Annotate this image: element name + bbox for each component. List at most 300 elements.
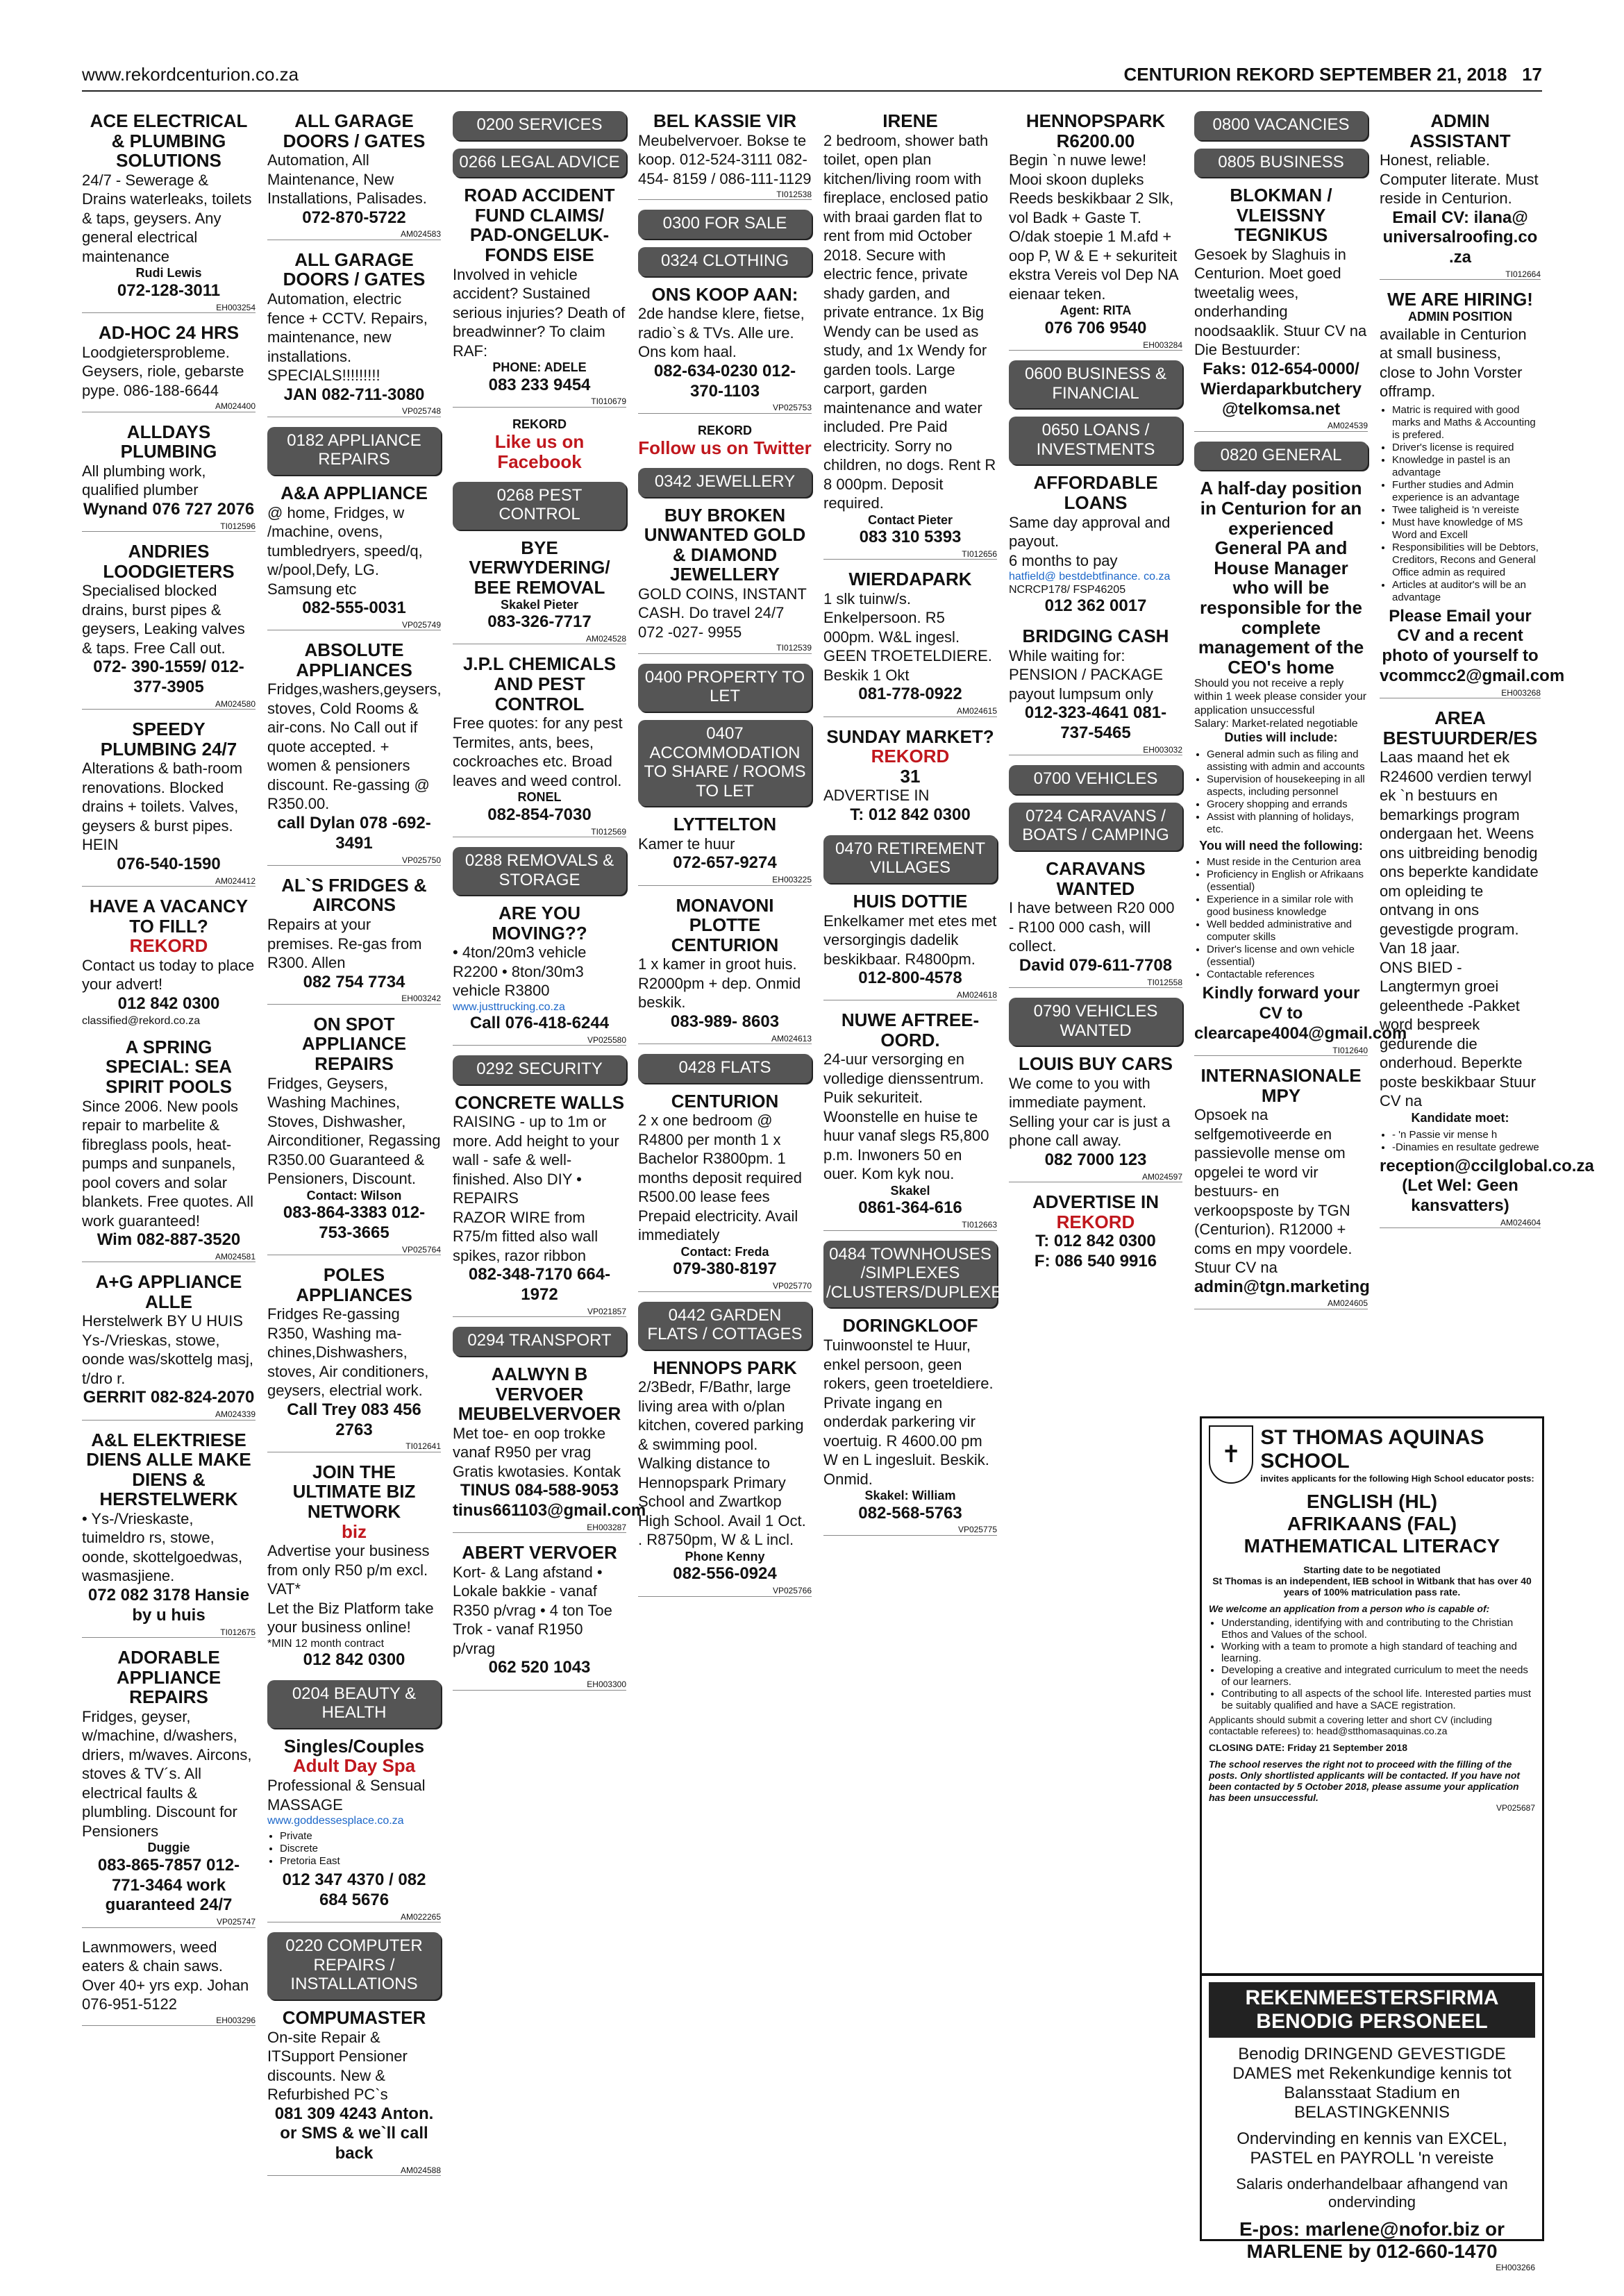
- ad-extra: ONS BIED -Langtermyn groei geleenthede -Pakket word bespreek gedurende die onderhoud. Beperkte poste beskikbaar Stuur CV na: [1380, 958, 1537, 1110]
- ad-title: AREA BESTUURDER/ES: [1382, 707, 1538, 748]
- school-crest-icon: ✝: [1209, 1425, 1253, 1484]
- classified-ad: [638, 814, 812, 885]
- column-5: [823, 110, 1014, 1545]
- ad-list-item: • Driver's license is required: [1392, 442, 1541, 454]
- ad-code: AM024597: [1009, 1172, 1182, 1182]
- ad-body: Meubelvervoer. Bokse te koop. 012-524-3111 082-454- 8159 / 086-111-1129: [638, 131, 812, 187]
- column-2: [267, 111, 441, 2186]
- column-7: [1194, 111, 1407, 1319]
- ad-title: A&L ELEKTRIESE DIENS ALLE MAKE DIENS & HERSTELWERK: [86, 1429, 251, 1510]
- classified-ad: [823, 1010, 997, 1230]
- classified-ad: [453, 417, 626, 472]
- section-header: 0790 VEHICLES WANTED: [1009, 998, 1182, 1046]
- ad-title: IRENE: [882, 110, 938, 131]
- ad-title: ADVERTISE IN: [1032, 1191, 1160, 1212]
- ad-title: COMPUMASTER: [282, 2006, 426, 2028]
- classified-ad: [267, 111, 441, 240]
- ad-title: A half-day position in Centurion for an experienced General PA and House Manager who will be responsible for the complete management of the CEO's home: [1198, 478, 1364, 678]
- ad-body: Herstelwerk BY U HUIS Ys-/Vrieskas, stowe, oonde was/skottelg masj, t/dro r.: [82, 1312, 254, 1387]
- ad-phone[interactable]: GERRIT 082-824-2070: [83, 1388, 255, 1407]
- section-header: 0300 FOR SALE: [638, 210, 812, 239]
- ad-title: HENNOPSPARK R6200.00: [1026, 110, 1166, 151]
- ad-code: EH003268: [1380, 688, 1541, 698]
- classified-ad: [1194, 478, 1407, 1056]
- section-header: 0724 CARAVANS / BOATS / CAMPING: [1009, 803, 1182, 850]
- ad-body: Begin `n nuwe lewe! Mooi skoon dupleks Reeds beskikbaar 2 Slk, vol Badk + Gaste T. O/dak stoepie 1 M.afd + oop P, W & E + sekuriteit ekstra Vereis vol Dep NA eienaar teken.: [1009, 151, 1178, 303]
- ad-brand: REKORD: [129, 935, 208, 957]
- ad-phone[interactable]: 012 347 4370 / 082 684 5676: [282, 1870, 426, 1910]
- classified-ad: [267, 2008, 441, 2176]
- ad-body: 24-uur versorging en volledige dienssentrum. Puik sekuriteit. Woonstelle en huise te huur vanaf slegs R5,800 p.m. Inwoners 50 en ouer. Kom kyk nou.: [823, 1050, 989, 1183]
- ad-list-item: • Knowledge in pastel is an advantage: [1392, 454, 1541, 479]
- ad-contact: Duggie: [147, 1841, 190, 1855]
- firm-title: REKENMEESTERSFIRMA BENODIG PERSONEEL: [1209, 1982, 1535, 2038]
- classified-ad: [1009, 111, 1182, 351]
- classified-ad: [82, 1648, 256, 1928]
- section-header: 0600 BUSINESS & FINANCIAL: [1009, 360, 1182, 408]
- firm-line2: Ondervinding en kennis van EXCEL, PASTEL en PAYROLL 'n vereiste: [1237, 2129, 1507, 2168]
- ad-title: BEL KASSIE VIR: [653, 110, 797, 131]
- ad-title: JOIN THE ULTIMATE BIZ NETWORK: [292, 1461, 416, 1522]
- ad-body: 1 slk tuinw/s. Enkelpersoon. R5 000pm. W&L ingesl. GEEN TROETELDIERE. Beskik 1 Okt: [823, 589, 992, 684]
- school-list-item: • Understanding, identifying with and contributing to the Christian Ethos and Values of the school.: [1221, 1617, 1535, 1641]
- classified-ad: [638, 285, 812, 414]
- ad-code: AM024412: [82, 876, 256, 887]
- ad-title: HAVE A VACANCY TO FILL?: [89, 895, 249, 937]
- ad-code: TI012675: [82, 1627, 256, 1638]
- school-post: ENGLISH (HL): [1306, 1491, 1438, 1512]
- ad-phone[interactable]: 012 842 0300: [303, 1650, 405, 1669]
- ad-phone[interactable]: call Dylan 078 -692-3491: [277, 813, 431, 853]
- classified-ad: [267, 483, 441, 630]
- ad-body: Met toe- en oop trokke vanaf R950 per vrag Gratis kwotasies. Kontak: [453, 1424, 621, 1480]
- ad-phone[interactable]: 083-865-7857 012-771-3464 work guaranteed 24/7: [97, 1855, 240, 1915]
- ad-title: SUNDAY MARKET?: [826, 726, 994, 747]
- school-apply: Applicants should submit a covering letter and short CV (including contactable referees) to: head@stthomasaquinas.co.za: [1209, 1714, 1492, 1736]
- ad-code: VP021857: [453, 1307, 626, 1317]
- ad-list-item: • Contactable references: [1207, 969, 1368, 981]
- ad-body: Fridges, geyser, w/machine, d/washers, driers, m/waves. Aircons, stoves & TV´s. All electrical faults & plumbling. Discount for Pensioners: [82, 1707, 252, 1840]
- school-reserve: The school reserves the right not to proceed with the filling of the posts. Only shortlisted applicants will be contacted. If you have not been contacted by 5 October 2018, please assume your application has been unsuccessful.: [1209, 1759, 1521, 1803]
- ad-body: Gesoek by Slaghuis in Centurion. Moet goed tweetalig wees, onderhanding noodsaaklik. Stuur CV na Die Bestuurder:: [1194, 245, 1367, 359]
- ad-phone[interactable]: 082-854-7030: [487, 805, 592, 824]
- ad-code: TI012641: [267, 1441, 441, 1452]
- ad-phone[interactable]: 072 082 3178 Hansie by u huis: [87, 1585, 250, 1625]
- classified-ad: [823, 727, 997, 826]
- section-header: 0820 GENERAL: [1194, 442, 1368, 471]
- ad-body: @ home, Fridges, w /machine, ovens, tumbledryers, speed/q, w/pool,Defy, LG. Samsung etc: [267, 503, 423, 598]
- school-welcome: We welcome an application from a person who is capable of:: [1209, 1603, 1490, 1614]
- ad-day: 31: [900, 765, 921, 787]
- ad-phone[interactable]: 0861-364-616: [858, 1198, 962, 1218]
- classified-ad: [638, 1091, 812, 1292]
- section-header: 0292 SECURITY: [453, 1055, 626, 1084]
- ad-title: Singles/Couples: [283, 1735, 425, 1757]
- school-advert: [1200, 1416, 1544, 1976]
- section-header: 0220 COMPUTER REPAIRS / INSTALLATIONS: [267, 1932, 441, 2000]
- ad-code: TI012538: [638, 190, 812, 200]
- ad-code: EH003287: [453, 1523, 626, 1533]
- ad-phone[interactable]: Email CV: ilana@ universalroofing.co .za: [1382, 208, 1538, 267]
- ad-list: [267, 1830, 441, 1868]
- section-header: 0800 VACANCIES: [1194, 111, 1368, 140]
- ad-code: AM024528: [453, 634, 626, 644]
- classified-ad: [823, 891, 997, 1000]
- ad-body: We come to you with immediate payment.: [1009, 1074, 1150, 1112]
- ad-list-item: • Grocery shopping and errands: [1207, 798, 1368, 811]
- ad-code: EH003284: [1009, 340, 1182, 351]
- ad-body: Lawnmowers, weed eaters & chain saws. Over 40+ yrs exp. Johan 076-951-5122: [82, 1938, 249, 2013]
- ad-code: VP025766: [638, 1586, 812, 1596]
- ad-code: TI012539: [638, 643, 812, 653]
- ad-phone[interactable]: 083-326-7717: [487, 612, 592, 632]
- ad-body: Kamer te huur: [638, 835, 735, 853]
- ad-body: On-site Repair & ITSupport Pensioner discounts. New & Refurbished PC`s: [267, 2028, 408, 2104]
- ad-title: A+G APPLIANCE ALLE: [95, 1271, 242, 1312]
- section-header: 0266 LEGAL ADVICE: [453, 149, 626, 178]
- section-header: 0805 BUSINESS: [1194, 149, 1368, 178]
- ad-body: • 4ton/20m3 vehicle R2200 • 8ton/30m3 vehicle R3800: [453, 944, 587, 1000]
- firm-line1: Benodig DRINGEND GEVESTIGDE DAMES met Rekenkundige kennis tot Balansstaat Stadium en BELASTINGKENNIS: [1232, 2045, 1512, 2122]
- school-post: AFRIKAANS (FAL): [1287, 1513, 1457, 1534]
- ad-brand: biz: [341, 1520, 367, 1542]
- ad-phone[interactable]: 072-657-9274: [673, 853, 777, 873]
- classified-ad: [638, 1358, 812, 1597]
- ad-code: EH003032: [1009, 745, 1182, 755]
- ad-body: Since 2006. New pools repair to marbelite & fibreglass pools, heat-pumps and sunpanels, pool covers and solar blankets. Free quotes. All work guaranteed!: [82, 1097, 254, 1230]
- ad-code: TI012640: [1194, 1046, 1368, 1056]
- ad-phone[interactable]: Call 076-418-6244: [469, 1014, 610, 1032]
- ad-code: VP025748: [267, 406, 441, 417]
- ad-phone[interactable]: 082-634-0230 012-370-1103: [653, 361, 796, 401]
- ad-contact: Skakel: William: [864, 1489, 956, 1503]
- publication-date: CENTURION REKORD SEPTEMBER 21, 2018 17: [1123, 64, 1542, 85]
- ad-code: EH003254: [82, 303, 256, 313]
- ad-code: TI012663: [823, 1220, 997, 1230]
- ad-title: CENTURION: [671, 1090, 779, 1112]
- ad-contact: Phone Kenny: [685, 1549, 765, 1564]
- ad-title: ABERT VERVOER: [462, 1542, 617, 1564]
- classified-ad: [638, 896, 812, 1044]
- ad-body: 1 x kamer in groot huis. R2000pm + dep. Onmid beskik.: [638, 955, 801, 1012]
- ad-title: BYE VERWYDERING/ BEE REMOVAL: [469, 537, 610, 598]
- classified-ad: [82, 896, 256, 1028]
- ad-code: AM024604: [1380, 1218, 1541, 1228]
- ad-phone[interactable]: 082-555-0031: [302, 598, 406, 618]
- firm-line3: Salaris onderhandelbaar afhangend van ondervinding: [1236, 2175, 1508, 2211]
- column-4: [638, 111, 812, 1607]
- ad-body: I have between R20 000 - R100 000 cash, will collect.: [1009, 899, 1175, 955]
- ad-body: RAISING - up to 1m or more. Add height to your wall - safe & well-finished. Also DIY • REPAIRS: [453, 1113, 619, 1207]
- classified-ad: [82, 719, 256, 887]
- ad-body: Loodgietersprobleme. Geysers, riole, gebarste pype. 086-188-6644: [82, 343, 244, 399]
- ad-extra: Selling your car is just a phone call away.: [1009, 1112, 1171, 1150]
- ad-fax: F: 086 540 9916: [1034, 1251, 1157, 1271]
- ad-title: BUY BROKEN UNWANTED GOLD & DIAMOND JEWELLERY: [644, 504, 806, 585]
- ad-needs-title: Kandidate moet:: [1411, 1110, 1509, 1125]
- ad-phone[interactable]: T: 012 842 0300: [850, 805, 971, 824]
- section-header: 0428 FLATS: [638, 1054, 812, 1083]
- ad-duties-title: Duties will include:: [1224, 730, 1338, 745]
- ad-list-item: • Further studies and Admin experience is an advantage: [1392, 479, 1541, 504]
- ad-subtitle: ADMIN POSITION: [1407, 310, 1512, 324]
- ad-phone[interactable]: Faks: 012-654-0000/ Wierdaparkbutchery @telkomsa.net: [1200, 359, 1362, 419]
- ad-title: MONAVONI PLOTTE CENTURION: [671, 894, 779, 955]
- ad-phone[interactable]: JAN 082-711-3080: [283, 385, 425, 404]
- ad-title: ROAD ACCIDENT FUND CLAIMS/ PAD-ONGELUK-FONDS EISE: [464, 185, 615, 265]
- classified-ad: [1009, 1054, 1182, 1182]
- section-header: 0288 REMOVALS & STORAGE: [453, 847, 626, 895]
- ad-code: TI012569: [453, 827, 626, 837]
- classified-ad: [453, 1543, 626, 1690]
- ad-code: AM024613: [638, 1034, 812, 1044]
- section-header: 0700 VEHICLES: [1009, 765, 1182, 794]
- ad-code: VP025749: [267, 620, 441, 630]
- ad-phone[interactable]: 012 362 0017: [1044, 596, 1147, 616]
- ad-phone[interactable]: 076 706 9540: [1044, 318, 1147, 337]
- ad-title: LYTTELTON: [673, 814, 777, 835]
- classified-ad: [638, 505, 812, 654]
- ad-body: Fridges,washers,geysers, stoves, Cold Rooms & air-cons. No Call out if quote accepted. + women & pensioners discount. Re-gassing @ R350.00.: [267, 680, 442, 813]
- ad-body: While waiting for: PENSION / PACKAGE payout lumpsum only: [1009, 646, 1164, 703]
- ad-body: Tuinwoonstel te Huur, enkel persoon, geen rokers, geen troeteldiere. Private ingang en onderdak parkering vir voertuig. R 4600.00 pm W en L ingesluit. Beskik. Onmid.: [823, 1336, 994, 1488]
- ad-phone[interactable]: 082-568-5763: [858, 1503, 962, 1523]
- column-8: [1380, 110, 1594, 1238]
- ad-list-item: • Assist with planning of holidays, etc.: [1207, 811, 1368, 836]
- section-header: 0484 TOWNHOUSES /SIMPLEXES /CLUSTERS/DUPLEXES: [823, 1241, 997, 1308]
- ad-code: AM024400: [82, 401, 256, 412]
- ad-phone[interactable]: reception@ccilglobal.co.za (Let Wel: Geen kansvatters): [1380, 1156, 1594, 1216]
- classified-ad: [82, 1272, 256, 1420]
- school-about: St Thomas is an independent, IEB school in Witbank that has over 40 years of 100% matriculation pass rate.: [1212, 1575, 1532, 1598]
- ad-code: VP025775: [823, 1525, 997, 1535]
- ad-phone[interactable]: 083-989- 8603: [670, 1012, 780, 1031]
- ad-body: Fridges, Geysers, Washing Machines, Stoves, Dishwasher, Airconditioner, Regassing R350.00 Guaranteed & Pensioners, Discount.: [267, 1074, 441, 1188]
- ad-title: AALWYN B VERVOER MEUBELVERVOER: [458, 1363, 621, 1425]
- ad-list-item: • Discrete: [280, 1843, 441, 1855]
- classified-ad: [82, 1430, 256, 1638]
- ad-title: J.P.L CHEMICALS AND PEST CONTROL: [462, 653, 617, 714]
- ad-body: Professional & Sensual MASSAGE: [267, 1777, 426, 1813]
- ad-list: [1194, 748, 1368, 836]
- ad-title: ON SPOT APPLIANCE REPAIRS: [301, 1013, 407, 1074]
- ad-title: ONS KOOP AAN:: [651, 283, 798, 305]
- ad-body: Specialised blocked drains, burst pipes & geysers, Leaking valves & taps. Free Call out.: [82, 582, 245, 657]
- school-post: MATHEMATICAL LITERACY: [1244, 1535, 1500, 1557]
- firm-code: EH003266: [1496, 2263, 1535, 2272]
- ad-body: Automation, electric fence + CCTV. Repairs, maintenance, new installations. SPECIALS!!!!!!!!!: [267, 290, 428, 385]
- school-list-item: • Developing a creative and integrated curriculum to meet the needs of our learners.: [1221, 1664, 1535, 1688]
- ad-website: www.justtrucking.co.za: [453, 1000, 565, 1013]
- ad-phone[interactable]: 083 310 5393: [859, 528, 962, 547]
- ad-title: POLES APPLIANCES: [296, 1264, 412, 1305]
- ad-code: EH003242: [267, 994, 441, 1004]
- ad-brand: Follow us on Twitter: [638, 437, 812, 459]
- ad-needs-title: You will need the following:: [1199, 838, 1363, 853]
- ad-code: AM024580: [82, 699, 256, 710]
- ad-title: ARE YOU MOVING??: [492, 903, 587, 944]
- classified-ad: [823, 1316, 997, 1535]
- ad-phone[interactable]: Wim 082-887-3520: [97, 1230, 241, 1250]
- ad-email[interactable]: classified@rekord.co.za: [82, 1014, 201, 1027]
- classified-ad: [453, 654, 626, 837]
- ad-body: Contact us today to place your advert!: [82, 956, 255, 994]
- ad-phone[interactable]: 079-380-8197: [673, 1259, 777, 1279]
- ad-code: VP025764: [267, 1245, 441, 1255]
- ad-code: TI012558: [1009, 978, 1182, 988]
- ad-subtitle: REKORD: [512, 417, 567, 431]
- ad-body: GOLD COINS, INSTANT CASH. Do travel 24/7 072 -027- 9955: [638, 585, 807, 641]
- ad-note: Should you not receive a reply within 1 week please consider your application unsuccessful: [1194, 678, 1367, 717]
- ad-list-item: • Must have knowledge of MS Word and Excell: [1392, 517, 1541, 542]
- ad-code: TI012656: [823, 549, 997, 560]
- ad-phone[interactable]: 012-800-4578: [858, 969, 962, 988]
- ad-phone[interactable]: 012 842 0300: [117, 994, 220, 1013]
- ad-body: Same day approval and payout.: [1009, 513, 1171, 551]
- classified-ad: [82, 1938, 256, 2026]
- ad-phone[interactable]: 082 754 7734: [303, 972, 405, 991]
- ad-body: Alterations & bath-room renovations. Blocked drains + toilets. Valves, geysers & burst pipes. HEIN: [82, 760, 243, 854]
- ad-phone[interactable]: 072- 390-1559/ 012-377-3905: [93, 657, 244, 696]
- ad-list: [1380, 404, 1541, 604]
- ad-phone[interactable]: 072-870-5722: [302, 208, 406, 227]
- ad-note: *MIN 12 month contract: [267, 1637, 385, 1650]
- ad-code: AM024581: [82, 1252, 256, 1262]
- section-header: 0342 JEWELLERY: [638, 468, 812, 497]
- ad-subtitle: REKORD: [697, 423, 752, 437]
- ad-code: EH003225: [638, 875, 812, 885]
- ad-code: TI012596: [82, 521, 256, 532]
- classified-ad: [82, 542, 256, 710]
- ad-list-item: • Articles at auditor's will be an advantage: [1392, 579, 1541, 604]
- ad-list-item: • Matric is required with good marks and Maths & Accounting is prefered.: [1392, 404, 1541, 442]
- classified-ad: [1009, 473, 1182, 617]
- ad-body: Fridges Re-gassing R350, Washing ma-chines,Dishwashers, stoves, Air conditioners, geysers, electrial work.: [267, 1305, 429, 1400]
- ad-list-item: • Driver's license and own vehicle (essential): [1207, 944, 1368, 969]
- ad-title: ADORABLE APPLIANCE REPAIRS: [116, 1646, 221, 1708]
- section-header: 0470 RETIREMENT VILLAGES: [823, 835, 997, 883]
- ad-title: AFFORDABLE LOANS: [1033, 472, 1158, 513]
- ad-phone[interactable]: Please Email your CV and a recent photo of yourself to vcommcc2@gmail.com: [1380, 606, 1565, 686]
- school-date: Starting date to be negotiated: [1303, 1564, 1441, 1575]
- ad-extra: Let the Biz Platform take your business online!: [267, 1599, 434, 1636]
- ad-phone[interactable]: 082 7000 123: [1044, 1150, 1147, 1169]
- classified-ad: [267, 875, 441, 1005]
- ad-body: • Ys-/Vrieskaste, tuimeldro rs, stowe, oonde, skottelgoedwas, wasmasjiene.: [82, 1509, 243, 1585]
- school-list-item: • Working with a team to promote a high standard of teaching and learning.: [1221, 1641, 1535, 1664]
- ad-list-item: • -Dinamies en resultate gedrewe: [1392, 1141, 1541, 1154]
- ad-list: [1194, 856, 1368, 981]
- ad-code: AM024588: [267, 2165, 441, 2176]
- ad-body: Opsoek na selfgemotiveerde en passievolle mense om opgelei te word vir bestuurs- en verkoopsposte by TGN (Centurion). R12000 + coms en mpy voordele. Stuur CV na: [1194, 1106, 1353, 1277]
- ad-phone[interactable]: admin@tgn.marketing: [1194, 1277, 1370, 1296]
- ad-body: 24/7 - Sewerage & Drains waterleaks, toilets & taps, geysers. Any general electrical maintenance: [82, 171, 252, 265]
- classified-ad: [82, 422, 256, 532]
- ad-phone[interactable]: 076-540-1590: [117, 854, 221, 873]
- site-url[interactable]: www.rekordcenturion.co.za: [82, 64, 299, 85]
- ad-title: ALLDAYS PLUMBING: [120, 421, 217, 462]
- ad-phone[interactable]: 072-128-3011: [117, 280, 221, 300]
- ad-phone[interactable]: 082-556-0924: [673, 1564, 777, 1584]
- classified-ad: [823, 111, 997, 560]
- ad-list-item: • - 'n Passie vir mense h: [1392, 1129, 1541, 1141]
- ad-code: TI010679: [453, 396, 626, 407]
- classified-ad: [638, 111, 812, 200]
- ad-title: ACE ELECTRICAL & PLUMBING SOLUTIONS: [90, 110, 248, 171]
- classified-ad: [82, 323, 256, 412]
- ad-contact: Skakel: [890, 1183, 930, 1198]
- ad-list-item: • Private: [280, 1830, 441, 1843]
- ad-contact: Contact Pieter: [867, 512, 953, 527]
- ad-phone[interactable]: T: 012 842 0300: [1035, 1232, 1156, 1251]
- ad-phone[interactable]: TINUS 084-588-9053 tinus661103@gmail.com: [453, 1481, 646, 1520]
- ad-contact: Rudi Lewis: [135, 266, 202, 280]
- classified-ad: [82, 111, 256, 313]
- ad-contact: Skakel Pieter: [500, 597, 579, 612]
- section-header: 0650 LOANS / INVESTMENTS: [1009, 417, 1182, 464]
- ad-phone[interactable]: 083-864-3383 012-753-3665: [283, 1203, 426, 1242]
- ad-title: SPEEDY PLUMBING 24/7: [100, 719, 237, 760]
- section-header: 0407 ACCOMMODATION TO SHARE / ROOMS TO LET: [638, 720, 812, 806]
- ad-phone[interactable]: 062 520 1043: [488, 1658, 591, 1677]
- ad-phone[interactable]: 082-348-7170 664-1972: [468, 1265, 611, 1305]
- ad-title: WIERDAPARK: [848, 569, 972, 590]
- classified-ad: [267, 1462, 441, 1670]
- section-header: 0400 PROPERTY TO LET: [638, 664, 812, 712]
- ad-code: VP025580: [453, 1035, 626, 1046]
- ad-note: NCRCP178/ FSP46205: [1009, 584, 1126, 596]
- ad-list: [1380, 1129, 1541, 1154]
- column-6: [1009, 111, 1182, 1282]
- ad-phone[interactable]: 083 233 9454: [488, 375, 591, 394]
- ad-title: HUIS DOTTIE: [853, 890, 968, 912]
- ad-code: TI012664: [1380, 269, 1541, 280]
- ad-body: Automation, All Maintenance, New Installations, Palisades.: [267, 151, 427, 208]
- ad-title: ANDRIES LOODGIETERS: [103, 540, 235, 582]
- ad-phone[interactable]: Wynand 076 727 2076: [83, 499, 255, 519]
- section-header: 0324 CLOTHING: [638, 247, 812, 276]
- ad-code: VP025747: [82, 1917, 256, 1927]
- ad-body: Advertise your business from only R50 p/m excl. VAT*: [267, 1542, 430, 1598]
- ad-phone[interactable]: Call Trey 083 456 2763: [287, 1400, 421, 1439]
- ad-phone[interactable]: 081 309 4243 Anton. or SMS & we`ll call back: [274, 2104, 434, 2163]
- ad-title: ADMIN ASSISTANT: [1409, 110, 1511, 151]
- ad-list-item: • Well bedded administrative and computer skills: [1207, 919, 1368, 944]
- section-header: 0204 BEAUTY & HEALTH: [267, 1680, 441, 1728]
- ad-phone[interactable]: 012-323-4641 081-737-5465: [1024, 703, 1167, 743]
- section-header: 0182 APPLIANCE REPAIRS: [267, 427, 441, 475]
- ad-phone[interactable]: David 079-611-7708: [1019, 955, 1173, 975]
- ad-body: Free quotes: for any pest Termites, ants, bees, cockroaches etc. Broad leaves and weed control.: [453, 714, 623, 789]
- ad-code: VP025770: [638, 1281, 812, 1291]
- classified-ad: [267, 1014, 441, 1255]
- ad-title: WE ARE HIRING!: [1387, 289, 1533, 310]
- section-header: 0200 SERVICES: [453, 111, 626, 140]
- firm-contact: E-pos: marlene@nofor.biz or MARLENE by 012-660-1470: [1239, 2218, 1505, 2262]
- ad-extra: 6 months to pay: [1009, 551, 1118, 569]
- ad-code: AM024583: [267, 229, 441, 240]
- ad-phone[interactable]: 081-778-0922: [858, 685, 962, 704]
- ad-code: AM024615: [823, 706, 997, 717]
- ad-body: All plumbing work, qualified plumber: [82, 462, 206, 499]
- ad-title: DORINGKLOOF: [842, 1315, 978, 1336]
- classified-ad: [1009, 626, 1182, 755]
- ad-phone[interactable]: Kindly forward your CV to clearcape4004@gmail.com: [1194, 984, 1407, 1043]
- ad-code: VP025753: [638, 403, 812, 413]
- ad-body: Laas maand het ek R24600 verdien terwyl ek `n bestuurs en bemarkings program ondergaan het. Weens ons uitbreiding benodig ons beperkte kandidate om opleiding te ontvang in ons gevestigde program. Van 18 jaar.: [1380, 748, 1539, 957]
- classified-ad: [267, 1265, 441, 1452]
- classified-ad: [638, 424, 812, 458]
